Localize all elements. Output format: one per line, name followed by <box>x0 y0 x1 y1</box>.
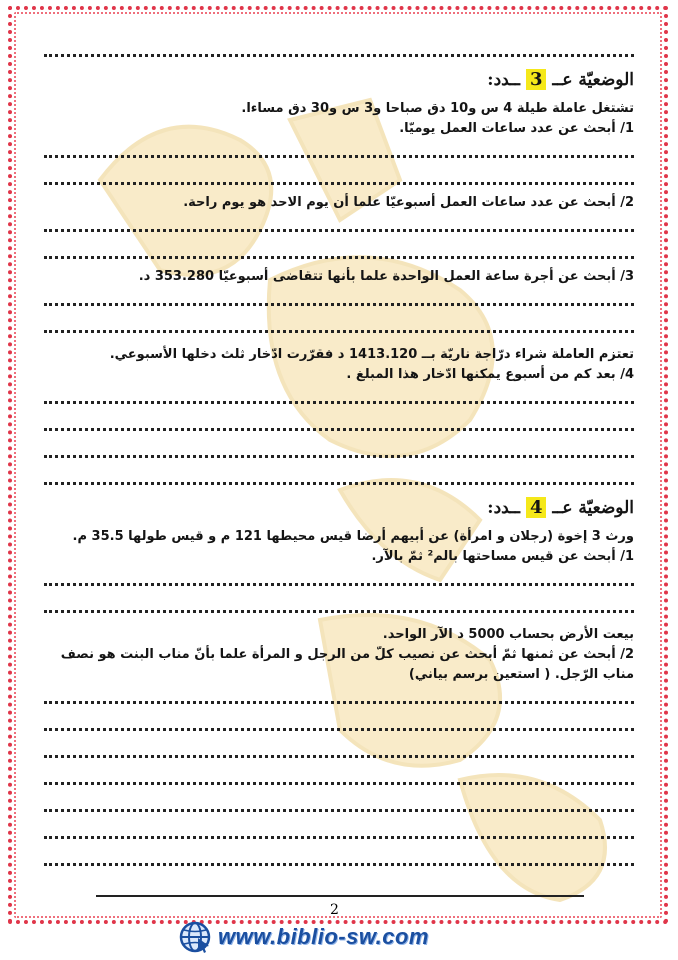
answer-line <box>44 712 634 731</box>
answer-line <box>44 213 634 232</box>
situation-4-text-2: بيعت الأرض بحساب 5000 د الآر الواحد. <box>382 627 634 642</box>
answer-line <box>44 567 634 586</box>
answer-line <box>44 240 634 259</box>
situation-3-text-4: تعتزم العاملة شراء درّاجة ناريّة بــ 1413.120 د فقرّرت ادّخار ثلث دخلها الأسبوعي. <box>109 347 634 362</box>
situation-4-heading <box>44 495 634 521</box>
question-3-1: 1/ أبحث عن عدد ساعات العمل يوميّا. <box>399 121 634 136</box>
question-4-2-line-2: مناب الرّجل. ( استعين برسم بياني) <box>408 667 634 682</box>
site-url[interactable]: www.biblio-sw.com <box>218 924 429 949</box>
question-3-2: 2/ أبحث عن عدد ساعات العمل أسبوعيّا علما أن يوم الاحد هو يوم راحة. <box>183 195 634 210</box>
answer-line <box>44 685 634 704</box>
answer-line <box>44 314 634 333</box>
answer-line <box>44 385 634 404</box>
answer-line <box>44 466 634 485</box>
answer-line <box>44 38 634 57</box>
answer-line <box>44 594 634 613</box>
situation-3-heading <box>44 67 634 93</box>
answer-line <box>44 439 634 458</box>
question-4-1: 1/ أبحث عن قيس مساحتها بالم² ثمّ بالآر. <box>371 549 634 564</box>
answer-line <box>44 766 634 785</box>
heading-prefix: الوضعيّة عــ <box>552 70 634 90</box>
answer-line <box>44 139 634 158</box>
answer-line <box>44 820 634 839</box>
site-logo[interactable] <box>178 920 508 954</box>
answer-line <box>44 166 634 185</box>
worksheet-page <box>44 38 634 888</box>
globe-icon <box>178 920 212 954</box>
question-4-2-line-1: 2/ أبحث عن ثمنها ثمّ أبحث عن نصيب كلّ من الرجل و المرأة علما بأنّ مناب البنت هو نصف <box>60 647 634 662</box>
question-3-3: 3/ أبحث عن أجرة ساعة العمل الواحدة علما بأنها تتقاضى أسبوعيّا 353.280 د. <box>138 269 634 284</box>
answer-line <box>44 412 634 431</box>
footer-rule <box>96 895 584 897</box>
heading-prefix: الوضعيّة عــ <box>552 498 634 518</box>
situation-number: 4 <box>526 497 547 518</box>
heading-suffix: ــدد: <box>487 70 521 90</box>
answer-line <box>44 793 634 812</box>
situation-number: 3 <box>526 69 547 90</box>
answer-line <box>44 847 634 866</box>
answer-line <box>44 739 634 758</box>
situation-3-intro: تشتغل عاملة طيلة 4 س و10 دق صباحا و3 س و30 دق مساءا. <box>241 101 634 116</box>
heading-suffix: ــدد: <box>487 498 521 518</box>
answer-line <box>44 287 634 306</box>
question-3-4: 4/ بعد كم من أسبوع يمكنها ادّخار هذا المبلغ . <box>346 367 634 382</box>
situation-4-intro: ورث 3 إخوة (رجلان و امرأة) عن أبيهم أرضا قيس محيطها 121 م و قيس طولها 35.5 م. <box>72 529 634 544</box>
page-number: 2 <box>330 902 339 918</box>
